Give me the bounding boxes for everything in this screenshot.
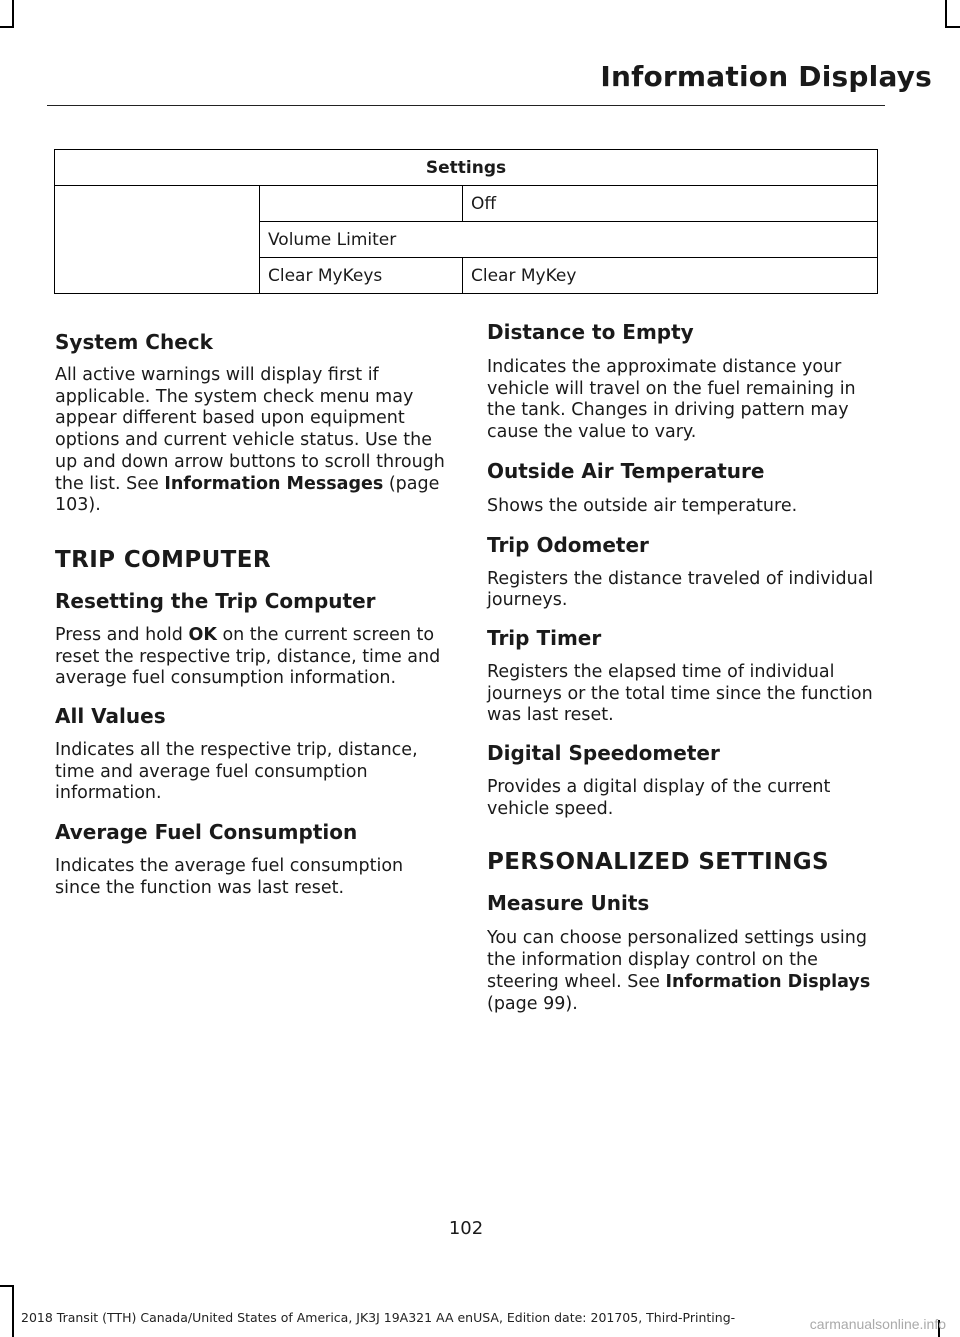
section-heading: Digital Speedometer (487, 741, 720, 766)
body-paragraph (55, 365, 448, 517)
settings-table (54, 149, 878, 294)
body-paragraph: Registers the distance traveled of individual journeys. (487, 568, 874, 611)
body-paragraph: Indicates the average fuel consumption since the function was last reset. (55, 856, 404, 898)
section-heading: Trip Odometer (487, 532, 649, 557)
section-heading: System Check (55, 330, 213, 354)
header-divider (47, 105, 885, 106)
page-reference: (page 99). (487, 993, 578, 1014)
body-paragraph (487, 928, 880, 1015)
cross-reference-link[interactable]: Information Messages (164, 473, 384, 494)
paragraph-text: Press and hold (55, 624, 189, 645)
chapter-heading: TRIP COMPUTER (55, 546, 271, 573)
section-heading: Average Fuel Consumption (55, 820, 358, 845)
settings-table-cell (260, 186, 463, 222)
page-number: 102 (448, 1218, 484, 1239)
left-column (55, 330, 448, 900)
paragraph-text: All active warnings will display first if applicable. The system check menu may appear different based upon equipment options and current vehicle status. Use the up and down arrow buttons to scroll through the list. See (55, 365, 445, 494)
body-paragraph (55, 625, 448, 690)
paragraph-text: You can choose personalized settings using the information display control on the steering wheel. See (487, 928, 867, 992)
chapter-heading: PERSONALIZED SETTINGS (487, 849, 829, 876)
section-heading: Distance to Empty (487, 320, 694, 344)
right-column (487, 320, 880, 1015)
body-paragraph: Registers the elapsed time of individual journeys or the total time since the function was last reset. (487, 661, 873, 726)
crop-mark (12, 0, 14, 28)
section-heading: Measure Units (487, 891, 650, 916)
footer-edition-text: 2018 Transit (TTH) Canada/United States of America, JK3J 19A321 AA enUSA, Edition date: 201705, Third-Printing- (21, 1310, 736, 1325)
section-heading: Outside Air Temperature (487, 458, 765, 483)
section-heading: All Values (55, 704, 166, 729)
page-reference: (page 103). (55, 473, 440, 516)
crop-mark (12, 1285, 14, 1337)
settings-table-heading: Settings (55, 150, 878, 186)
crop-mark (945, 0, 947, 28)
settings-table-cell: Clear MyKeys (260, 258, 463, 294)
body-paragraph: Indicates all the respective trip, distance, time and average fuel consumption information. (55, 740, 418, 804)
section-heading: Resetting the Trip Computer (55, 588, 376, 613)
page-title: Information Displays (600, 60, 932, 93)
settings-table-cell: Off (463, 186, 878, 222)
body-paragraph: Indicates the approximate distance your vehicle will travel on the fuel remaining in the tank. Changes in driving pattern may cause the value to vary. (487, 357, 856, 443)
settings-table-cell (55, 186, 260, 294)
ok-button-label: OK (188, 624, 217, 645)
settings-table-cell: Volume Limiter (260, 222, 878, 258)
crop-mark (0, 1285, 14, 1287)
settings-table-cell: Clear MyKey (463, 258, 878, 294)
body-paragraph: Shows the outside air temperature. (487, 495, 798, 516)
body-paragraph: Provides a digital display of the current vehicle speed. (487, 777, 831, 819)
crop-mark (945, 26, 960, 28)
cross-reference-link[interactable]: Information Displays (665, 971, 871, 992)
paragraph-text: on the current screen to reset the respective trip, distance, time and average fuel consumption information. (55, 624, 441, 689)
section-heading: Trip Timer (487, 625, 602, 650)
watermark: carmanualsonline.info (809, 1316, 946, 1332)
crop-mark (0, 26, 14, 28)
